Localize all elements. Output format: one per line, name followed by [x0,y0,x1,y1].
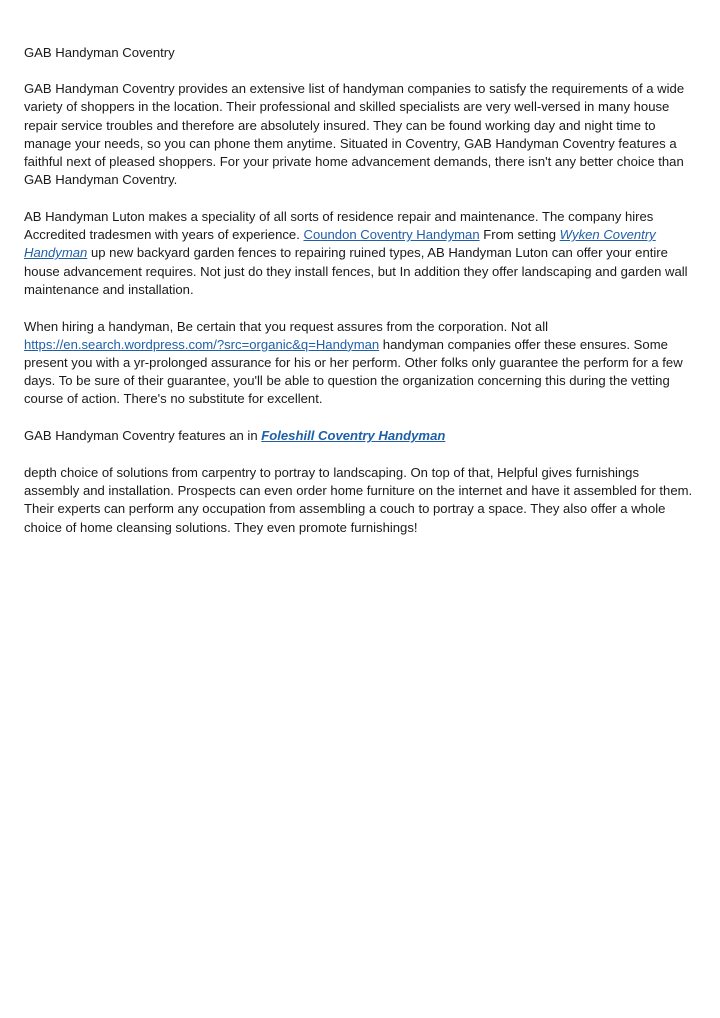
paragraph-2-text-2: From setting [479,227,560,243]
paragraph-5: depth choice of solutions from carpentry to portray to landscaping. On top of that, Helpful gives furnishings assembly and installation. Prospects can even order home furniture on the internet and have it assembled for them. Their experts can perform any occupation from assembling a couch to portray a space. They also offer a whole choice of home cleansing solutions. They even promote furnishings! [24,465,693,535]
paragraph-1: GAB Handyman Coventry provides an extensive list of handyman companies to satisfy the requirements of a wide variety of shoppers in the location. Their professional and skilled specialists are very well-versed in many house repair service troubles and therefore are absolutely insured. They can be found working day and night time to manage your needs, so you can phone them anytime. Situated in Coventry, GAB Handyman Coventry features a faithful next of pleased shoppers. For your private home advancement demands, there isn't any better choice than GAB Handyman Coventry. [24,81,685,188]
foleshill-coventry-handyman-link[interactable]: Foleshill Coventry Handyman [261,428,446,444]
paragraph-2 [24,208,696,299]
coundon-coventry-handyman-link[interactable]: Coundon Coventry Handyman [303,227,480,243]
paragraph-3-text-2: handyman companies offer these ensures. Some present you with a yr-prolonged assurance for his or her perform. Other folks only guarantee the perform for a few days. To be sure of their guarantee, you'll be able to question the organization concerning this during the vetting course of action. There's no substitute for excellent. [24,336,683,407]
document-title: GAB Handyman Coventry [24,45,175,60]
document-page [24,44,696,555]
paragraph-2-text-3: up new backyard garden fences to repairing ruined types, AB Handyman Luton can offer your entire house advancement requires. Not just do they install fences, but In addition they offer landscaping and garden wall maintenance and installation. [24,245,688,297]
paragraph-3-text-1: When hiring a handyman, Be certain that you request assures from the corporation. Not all [24,318,549,334]
paragraph-3 [24,318,696,409]
wyken-coventry-handyman-link[interactable]: Wyken Coventry Handyman [24,227,656,261]
wordpress-search-link[interactable]: https://en.search.wordpress.com/?src=organic&q=Handyman [24,336,380,352]
paragraph-4-text-1: GAB Handyman Coventry features an in [24,428,262,444]
paragraph-4 [24,427,696,445]
paragraph-2-text-1: AB Handyman Luton makes a speciality of all sorts of residence repair and maintenance. The company hires Accredited tradesmen with years of experience. [24,209,654,243]
